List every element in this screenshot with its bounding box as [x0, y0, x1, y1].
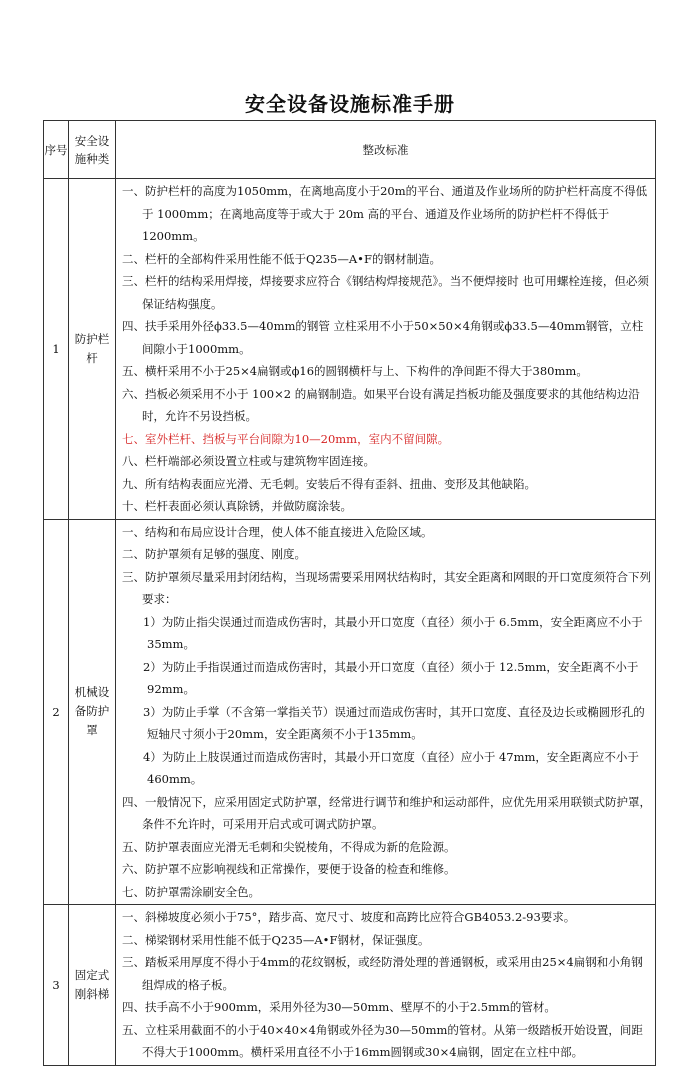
standard-item: 四、一般情况下，应采用固定式防护罩，经常进行调节和维护和运动部件，应优先用采用联锁式防护罩，条件不允许时，可采用开启式或可调式防护罩。: [122, 794, 651, 831]
standard-item: 八、栏杆端部必须设置立柱或与建筑物牢固连接。: [122, 454, 375, 468]
standard-item: 六、挡板必须采用不小于 100×2 的扁钢制造。如果平台设有满足挡板功能及强度要求的其他结构边沿时，允许不另设挡板。: [122, 386, 640, 423]
row-category: 机械设备防护罩: [69, 519, 116, 905]
row-category: 防护栏杆: [69, 179, 116, 520]
standard-item: 十、栏杆表面必须认真除锈，并做防腐涂装。: [122, 499, 352, 513]
standard-item: 三、栏杆的结构采用焊接，焊接要求应符合《钢结构焊接规范》。当不便焊接时 也可用螺栓连接，但必须保证结构强度。: [122, 274, 649, 311]
row-standard: [116, 179, 656, 520]
standard-item: 2）为防止手指误通过而造成伤害时，其最小开口宽度（直径）须小于 12.5mm，安全距离不小于92mm。: [143, 659, 639, 696]
standard-item: 二、防护罩须有足够的强度、刚度。: [122, 547, 306, 561]
table-header-row: [44, 121, 656, 179]
table-row: [44, 905, 656, 1066]
header-standard: 整改标准: [116, 121, 656, 179]
row-category: 固定式刚斜梯: [69, 905, 116, 1066]
table-row: [44, 179, 656, 520]
standard-item: 七、防护罩需涂刷安全色。: [122, 884, 260, 899]
standard-item: 二、梯梁钢材采用性能不低于Q235—A•F钢材，保证强度。: [122, 932, 430, 947]
standard-item: 二、栏杆的全部构件采用性能不低于Q235—A•F的钢材制造。: [122, 251, 441, 266]
standard-item: 七、室外栏杆、挡板与平台间隙为10—20mm，室内不留间隙。: [122, 431, 450, 446]
standard-item: 四、扶手高不小于900mm，采用外径为30—50mm、壁厚不的小于2.5mm的管材。: [122, 1000, 556, 1014]
header-category: 安全设施种类: [69, 121, 116, 179]
standard-item: 五、防护罩表面应光滑无毛刺和尖锐棱角，不得成为新的危险源。: [122, 839, 456, 854]
row-number: 1: [44, 179, 69, 520]
header-no: 序号: [44, 121, 69, 179]
standard-item: 一、防护栏杆的高度为1050mm，在离地高度小于20m的平台、通道及作业场所的防护栏杆高度不得低于 1000mm；在离地高度等于或大于 20m 高的平台、通道及作业场所的防护栏杆不得低于1200mm。: [122, 184, 648, 243]
standard-item: 三、防护罩须尽量采用封闭结构，当现场需要采用网状结构时，其安全距离和网眼的开口宽度须符合下列要求：: [122, 569, 651, 606]
standard-item: 1）为防止指尖误通过而造成伤害时，其最小开口宽度（直径）须小于 6.5mm，安全距离应不小于35mm。: [143, 614, 643, 651]
row-standard: [116, 905, 656, 1066]
standard-item: 四、扶手采用外径ϕ33.5—40mm的钢管 立柱采用不小于50×50×4角钢或ϕ33.5—40mm钢管，立柱间隙小于1000mm。: [122, 319, 644, 356]
standard-item: 五、横杆采用不小于25×4扁钢或ϕ16的圆钢横杆与上、下构件的净间距不得大于380mm。: [122, 364, 588, 378]
standards-table: [43, 120, 656, 1066]
standard-item: 九、所有结构表面应光滑、无毛刺。安装后不得有歪斜、扭曲、变形及其他缺陷。: [122, 476, 536, 491]
table-row: [44, 519, 656, 905]
page-title: 安全设备设施标准手册: [245, 92, 455, 116]
row-standard: [116, 519, 656, 905]
standard-item: 一、结构和布局应设计合理，使人体不能直接进入危险区域。: [122, 524, 433, 539]
standard-item: 三、踏板采用厚度不得小于4mm的花纹钢板，或经防滑处理的普通钢板，或采用由25×4扁钢和小角钢组焊成的格子板。: [122, 955, 643, 992]
standard-item: 五、立柱采用截面不的小于40×40×4角钢或外径为30—50mm的管材。从第一级踏板开始设置，间距不得大于1000mm。横杆采用直径不小于16mm圆钢或30×4扁钢，固定在立柱中部。: [122, 1022, 643, 1059]
standard-item: 六、防护罩不应影响视线和正常操作，要便于设备的检查和维修。: [122, 862, 456, 876]
row-number: 2: [44, 519, 69, 905]
row-number: 3: [44, 905, 69, 1066]
standard-item: 4）为防止上肢误通过而造成伤害时，其最小开口宽度（直径）应小于 47mm，安全距离应不小于460mm。: [143, 749, 639, 786]
standard-item: 一、斜梯坡度必须小于75°，踏步高、宽尺寸、坡度和高跨比应符合GB4053.2-93要求。: [122, 910, 576, 924]
standard-item: 3）为防止手掌（不含第一掌指关节）误通过而造成伤害时，其开口宽度、直径及边长或椭圆形孔的短轴尺寸须小于20mm，安全距离须不小于135mm。: [143, 704, 645, 741]
